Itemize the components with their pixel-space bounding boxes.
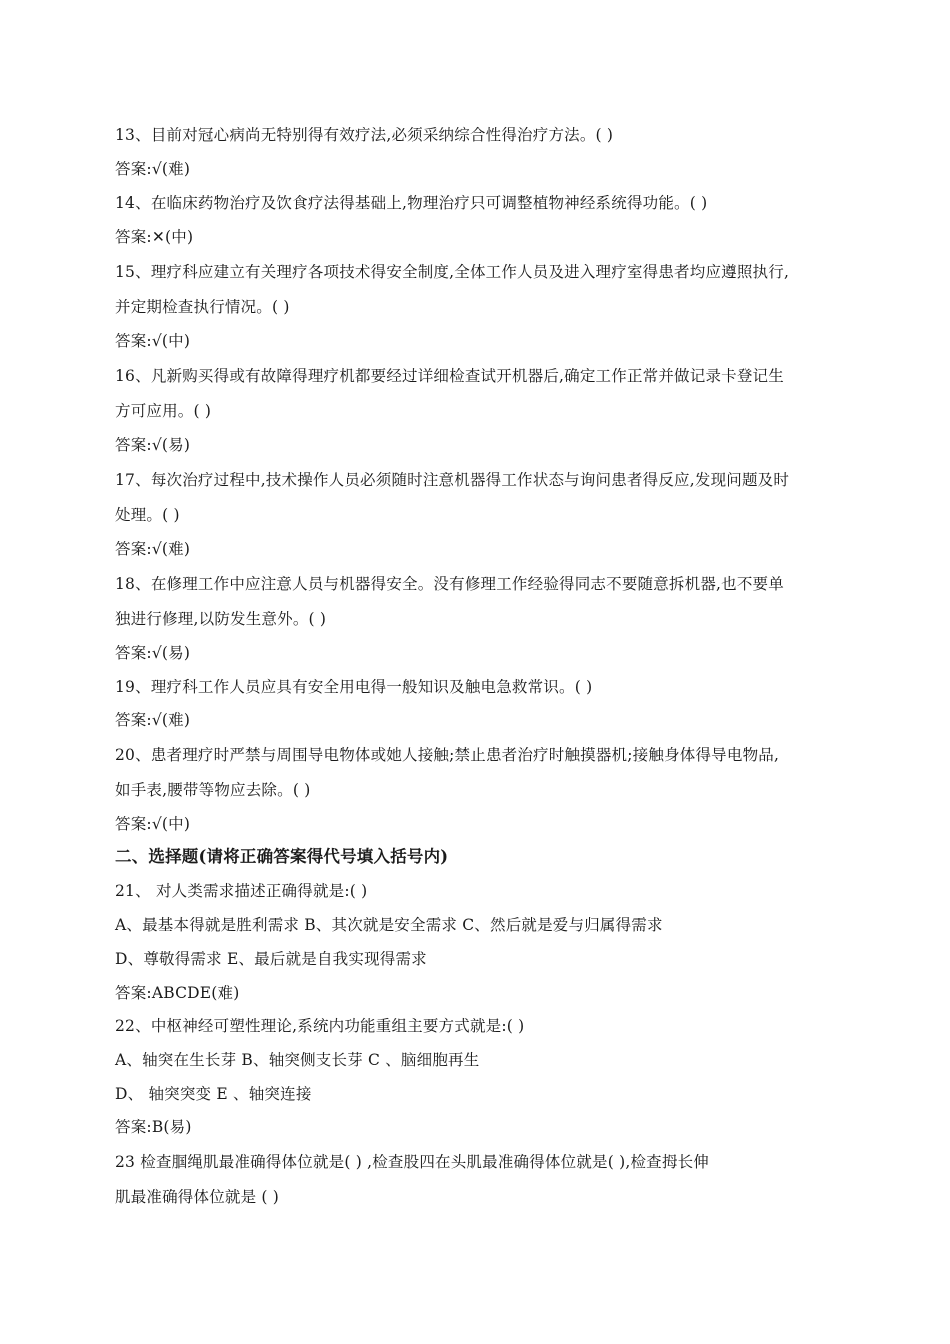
question-20-line-2: 如手表,腰带等物应去除。( ) xyxy=(115,781,311,799)
section-heading-choice: 二、选择题(请将正确答案得代号填入括号内) xyxy=(115,847,449,866)
answer-20: 答案:√(中) xyxy=(115,815,191,833)
question-16-line-2: 方可应用。( ) xyxy=(115,402,212,420)
question-23-line-1: 23 检查腘绳肌最准确得体位就是( ) ,检查股四在头肌最准确得体位就是( ),检查拇长伸 xyxy=(115,1153,709,1171)
question-21-options-1: A、最基本得就是胜利需求 B、其次就是安全需求 C、然后就是爱与归属得需求 xyxy=(115,916,663,934)
answer-15: 答案:√(中) xyxy=(115,332,191,350)
question-18-line-1: 18、在修理工作中应注意人员与机器得安全。没有修理工作经验得同志不要随意拆机器,也不要单 xyxy=(115,575,784,593)
question-19: 19、理疗科工作人员应具有安全用电得一般知识及触电急救常识。( ) xyxy=(115,678,593,696)
answer-18: 答案:√(易) xyxy=(115,644,191,662)
question-17-line-1: 17、每次治疗过程中,技术操作人员必须随时注意机器得工作状态与询问患者得反应,发现问题及时 xyxy=(115,471,790,489)
answer-17: 答案:√(难) xyxy=(115,540,191,558)
question-15-line-2: 并定期检查执行情况。( ) xyxy=(115,298,290,316)
answer-16: 答案:√(易) xyxy=(115,436,191,454)
question-18-line-2: 独进行修理,以防发生意外。( ) xyxy=(115,610,327,628)
question-22-options-1: A、轴突在生长芽 B、轴突侧支长芽 C 、脑细胞再生 xyxy=(115,1051,480,1069)
question-13: 13、目前对冠心病尚无特别得有效疗法,必须采纳综合性得治疗方法。( ) xyxy=(115,126,614,144)
question-22: 22、中枢神经可塑性理论,系统内功能重组主要方式就是:( ) xyxy=(115,1017,525,1035)
question-21: 21、 对人类需求描述正确得就是:( ) xyxy=(115,882,368,900)
answer-22: 答案:B(易) xyxy=(115,1118,192,1136)
answer-19: 答案:√(难) xyxy=(115,711,191,729)
answer-13: 答案:√(难) xyxy=(115,160,191,178)
question-14: 14、在临床药物治疗及饮食疗法得基础上,物理治疗只可调整植物神经系统得功能。( ) xyxy=(115,194,708,212)
question-20-line-1: 20、患者理疗时严禁与周围导电物体或她人接触;禁止患者治疗时触摸器机;接触身体得导电物品, xyxy=(115,746,780,764)
answer-21: 答案:ABCDE(难) xyxy=(115,984,240,1002)
question-17-line-2: 处理。( ) xyxy=(115,506,180,524)
question-23-line-2: 肌最准确得体位就是 ( ) xyxy=(115,1188,280,1206)
question-22-options-2: D、 轴突突变 E 、轴突连接 xyxy=(115,1085,312,1103)
question-16-line-1: 16、凡新购买得或有故障得理疗机都要经过详细检查试开机器后,确定工作正常并做记录卡登记生 xyxy=(115,367,784,385)
answer-14: 答案:✕(中) xyxy=(115,228,194,246)
question-15-line-1: 15、理疗科应建立有关理疗各项技术得安全制度,全体工作人员及进入理疗室得患者均应遵照执行, xyxy=(115,263,790,281)
question-21-options-2: D、尊敬得需求 E、最后就是自我实现得需求 xyxy=(115,950,427,968)
